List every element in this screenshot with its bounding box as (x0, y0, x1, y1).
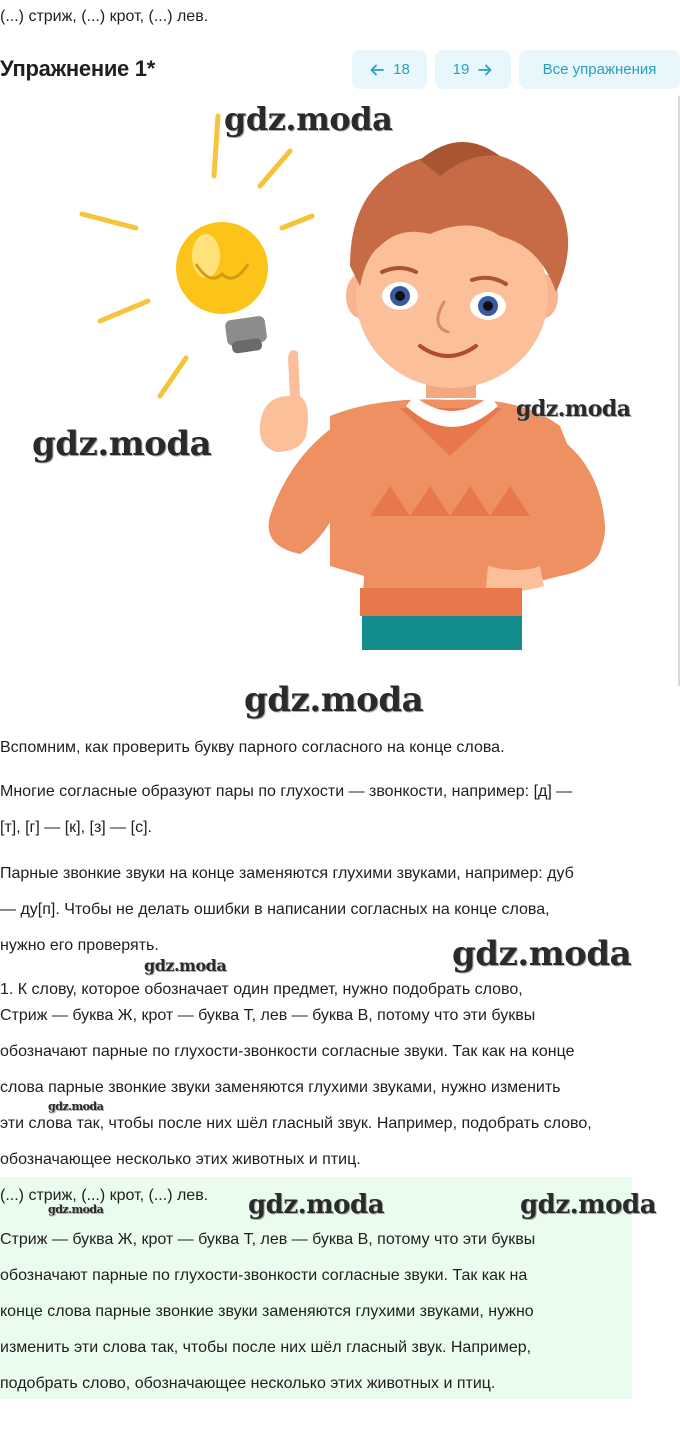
watermark-text: gdz.moda (244, 680, 424, 720)
answer-line: обозначают парные по глухости-звонкости согласные звуки. Так как на (0, 1267, 528, 1284)
answer-line: (...) стриж, (...) крот, (...) лев. (0, 1187, 209, 1204)
watermark-text: gdz.moda (224, 100, 393, 138)
paragraph-solution-line: Стриж — буква Ж, крот — буква Т, лев — буква В, потому что эти буквы (0, 1007, 536, 1024)
answer-line: подобрать слово, обозначающее несколько этих животных и птиц. (0, 1375, 496, 1392)
paragraph-solution-line: обозначающее несколько этих животных и птиц. (0, 1151, 361, 1168)
prev-exercise-button[interactable] (352, 50, 427, 89)
paragraph-intro: Вспомним, как проверить букву парного согласного на конце слова. (0, 739, 505, 756)
paragraph-solution-line: обозначают парные по глухости-звонкости согласные звуки. Так как на конце (0, 1043, 575, 1060)
paragraph-solution-line: 1. К слову, которое обозначает один предмет, нужно подобрать слово, (0, 981, 523, 998)
paragraph-rule-line: — ду[п]. Чтобы не делать ошибки в написании согласных на конце слова, (0, 901, 550, 918)
watermark-text: gdz.moda (520, 1190, 657, 1220)
paragraph-solution-line: эти слова так, чтобы после них шёл гласный звук. Например, подобрать слово, (0, 1115, 592, 1132)
next-exercise-label: 19 (452, 61, 470, 78)
prev-exercise-label: 18 (393, 61, 410, 78)
watermark-text: gdz.moda (32, 424, 212, 464)
watermark-text: gdz.moda (248, 1190, 385, 1220)
paragraph-solution-line: слова парные звонкие звуки заменяются глухими звуками, нужно изменить (0, 1079, 561, 1096)
watermark-text: gdz.moda (452, 934, 632, 974)
next-exercise-button[interactable] (435, 50, 511, 89)
paragraph-rule-line: нужно его проверять. (0, 937, 159, 954)
watermark-text: gdz.moda (48, 1100, 104, 1113)
boy-lightbulb-illustration (0, 96, 680, 696)
answer-line: Стриж — буква Ж, крот — буква Т, лев — буква В, потому что эти буквы (0, 1231, 536, 1248)
all-exercises-button[interactable] (519, 50, 680, 89)
watermark-text: gdz.moda (48, 1203, 104, 1216)
watermark-text: gdz.moda (144, 956, 227, 975)
exercise-title: Упражнение 1* (0, 56, 155, 81)
watermark-text: gdz.moda (516, 396, 631, 422)
previous-task-text: (...) стриж, (...) крот, (...) лев. (0, 8, 209, 25)
answer-line: конце слова парные звонкие звуки заменяются глухими звуками, нужно (0, 1303, 534, 1320)
paragraph-rule-line: Парные звонкие звуки на конце заменяются глухими звуками, например: дуб (0, 865, 574, 882)
all-exercises-label: Все упражнения (542, 61, 657, 78)
paragraph-pairs-line: Многие согласные образуют пары по глухости — звонкости, например: [д] — (0, 783, 573, 800)
paragraph-pairs-line: [т], [г] — [к], [з] — [с]. (0, 819, 152, 836)
arrow-left-icon (369, 62, 385, 78)
answer-line: изменить эти слова так, чтобы после них шёл гласный звук. Например, (0, 1339, 532, 1356)
lightbulb-icon (176, 222, 268, 354)
arrow-right-icon (477, 62, 493, 78)
